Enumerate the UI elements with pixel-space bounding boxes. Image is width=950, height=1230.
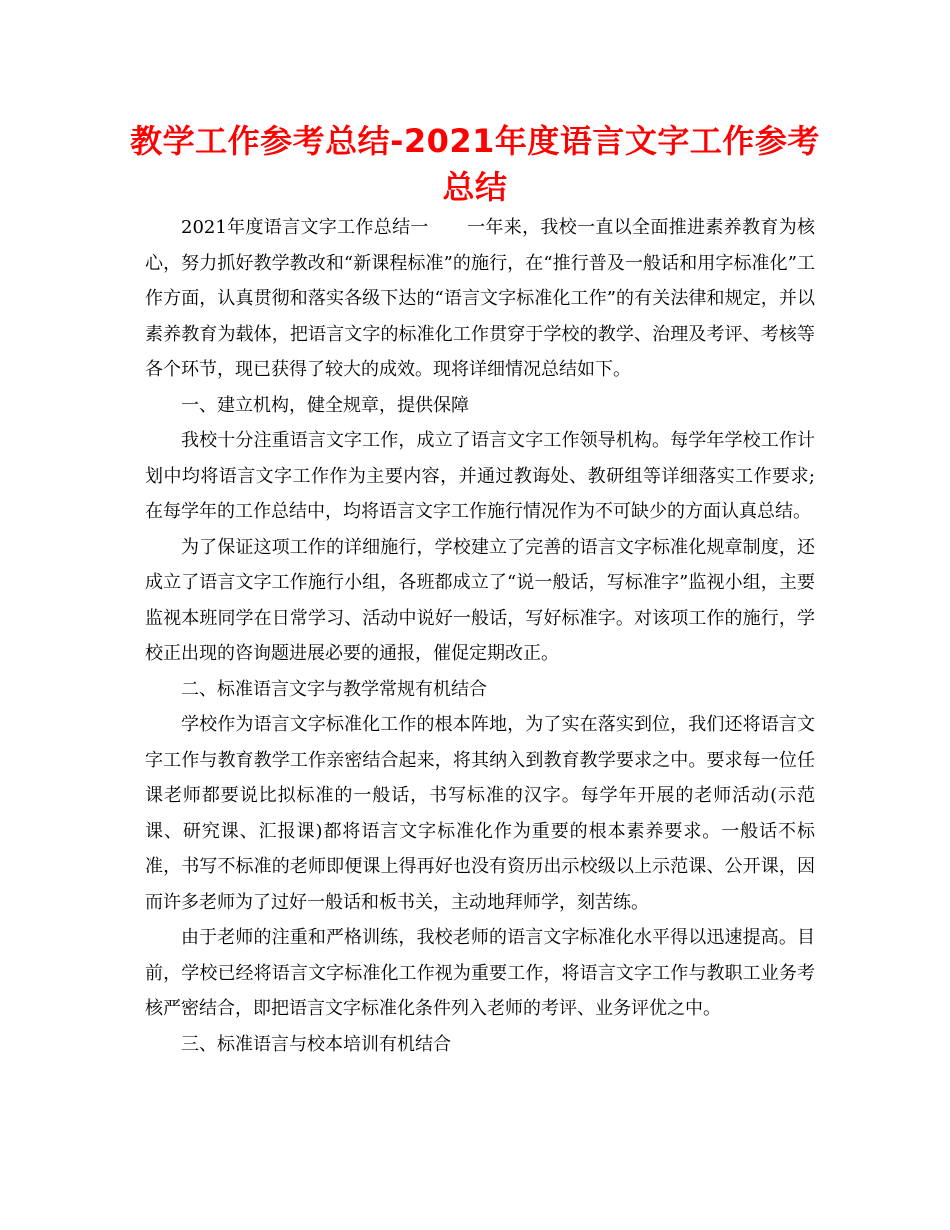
- intro-paragraph: [145, 210, 815, 388]
- body-paragraph: 学校作为语言文字标准化工作的根本阵地，为了实在落实到位，我们还将语言文字工作与教育教学工作亲密结合起来，将其纳入到教育教学要求之中。要求每一位任课老师都要说比拟标准的一般话，书写标准的汉字。每学年开展的老师活动(示范课、研究课、汇报课)都将语言文字标准化作为重要的根本素养要求。一般话不标准，书写不标准的老师即便课上得再好也没有资历出示校级以上示范课、公开课，因而许多老师为了过好一般话和板书关，主动地拜师学，刻苦练。: [145, 714, 815, 913]
- section-heading-3: 三、标准语言与校本培训有机结合: [181, 1033, 451, 1055]
- section-heading-1: 一、建立机构，健全规章，提供保障: [181, 394, 469, 416]
- body-paragraph: 为了保证这项工作的详细施行，学校建立了完善的语言文字标准化规章制度，还成立了语言文字工作施行小组，各班都成立了“说一般话，写标准字”监视小组，主要监视本班同学在日常学习、活动中说好一般话，写好标准字。对该项工作的施行，学校正出现的咨询题进展必要的通报，催促定期改正。: [145, 536, 815, 664]
- intro-heading: 2021年度语言文字工作总结一: [181, 217, 429, 238]
- body-paragraph: 由于老师的注重和严格训练，我校老师的语言文字标准化水平得以迅速提高。目前，学校已经将语言文字标准化工作视为重要工作，将语言文字工作与教职工业务考核严密结合，即把语言文字标准化条件列入老师的考评、业务评优之中。: [145, 927, 815, 1019]
- document-body: [145, 210, 815, 1062]
- body-paragraph: 我校十分注重语言文字工作，成立了语言文字工作领导机构。每学年学校工作计划中均将语言文字工作作为主要内容，并通过教诲处、教研组等详细落实工作要求;在每学年的工作总结中，均将语言文字工作施行情况作为不可缺少的方面认真总结。: [145, 430, 815, 522]
- intro-body: 一年来，我校一直以全面推进素养教育为核心，努力抓好教学教改和“新课程标准”的施行，在“推行普及一般话和用字标准化”工作方面，认真贯彻和落实各级下达的“语言文字标准化工作”的有关法律和规定，并以素养教育为载体，把语言文字的标准化工作贯穿于学校的教学、治理及考评、考核等各个环节，现已获得了较大的成效。现将详细情况总结如下。: [145, 217, 816, 380]
- document-title: 教学工作参考总结-2021年度语言文字工作参考总结: [130, 122, 820, 206]
- section-heading-2: 二、标准语言文字与教学常规有机结合: [181, 678, 487, 700]
